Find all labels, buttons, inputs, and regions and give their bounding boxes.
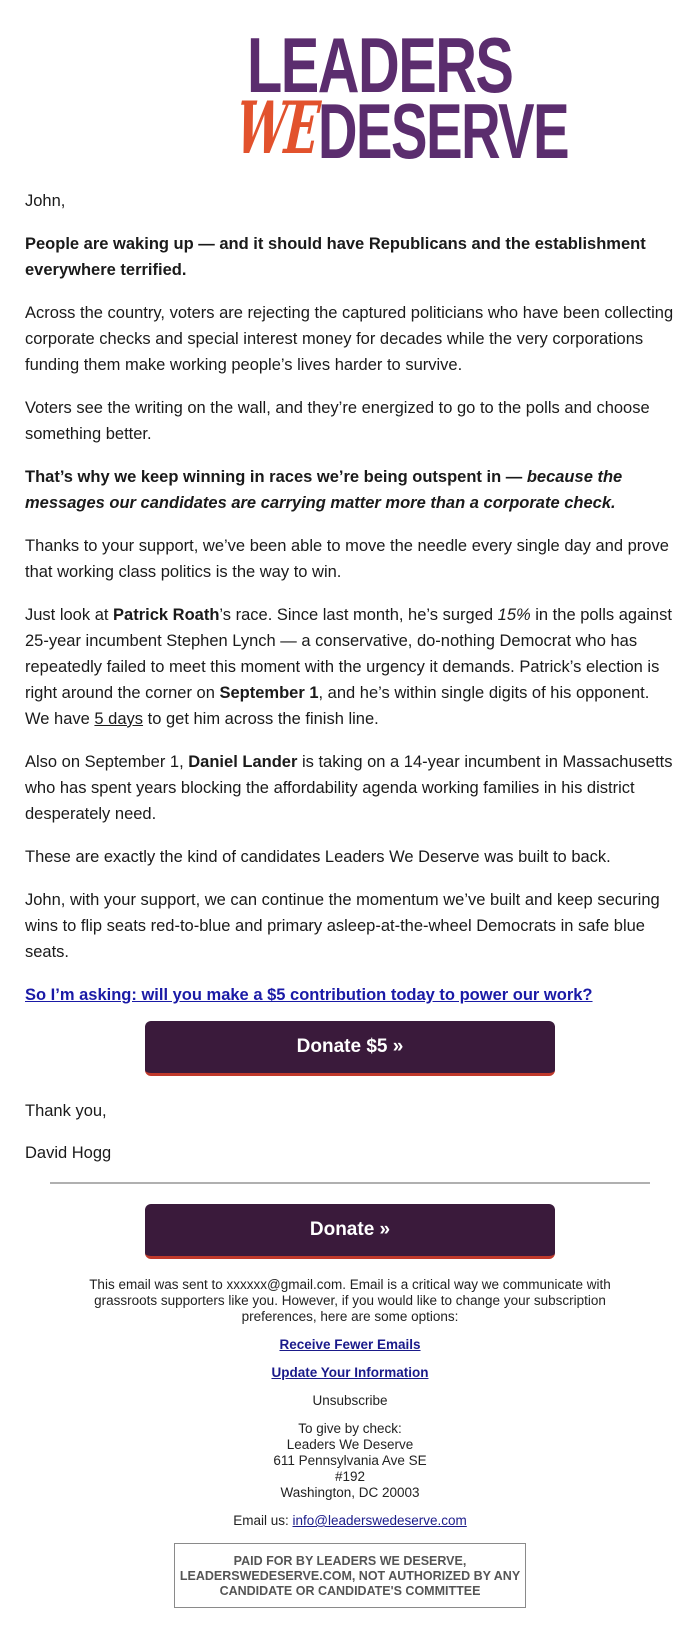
text-span: Just look at — [25, 606, 114, 624]
ask-donate-link[interactable]: So I’m asking: will you make a $5 contribution today to power our work? — [25, 986, 593, 1004]
logo-word-deserve: DESERVE — [318, 87, 569, 175]
check-intro: To give by check: — [298, 1421, 402, 1436]
footer-notice: This email was sent to xxxxxx@gmail.com. Email is a critical way we communicate with grassroots supporters like you. However, if you would like to change your subscription preferences, here are some options: — [89, 1277, 611, 1324]
check-city: Washington, DC 20003 — [280, 1485, 420, 1500]
brand-logo — [0, 0, 700, 175]
email-label: Email us: — [233, 1513, 293, 1528]
check-street: 611 Pennsylvania Ave SE — [273, 1453, 427, 1468]
logo-word-leaders: LEADERS — [247, 21, 513, 109]
logo-word-we: WE — [233, 85, 322, 170]
check-suite: #192 — [334, 1469, 366, 1484]
footer — [0, 1277, 700, 1529]
check-address — [60, 1421, 640, 1501]
footer-fewer-emails-row — [60, 1337, 640, 1353]
thanks-text: Thank you, — [25, 1102, 107, 1120]
candidate-name: Daniel Lander — [188, 753, 298, 771]
paragraph-6 — [25, 602, 675, 732]
footer-email-row — [60, 1513, 640, 1529]
check-org: Leaders We Deserve — [286, 1437, 414, 1452]
text-span: ’s race. Since last month, he’s surged — [219, 606, 498, 624]
signature: David Hogg — [25, 1144, 112, 1162]
paragraph-4 — [25, 464, 675, 516]
paragraph-8: These are exactly the kind of candidates Leaders We Deserve was built to back. — [25, 848, 611, 866]
divider — [50, 1182, 650, 1184]
update-information-link[interactable]: Update Your Information — [271, 1365, 429, 1380]
paragraph-7 — [25, 749, 675, 827]
text-span: in the polls against 25-year incumbent Stephen Lynch — a conservative, do-nothing Democrat who has repeatedly failed to meet this moment with the urgency it demands. Patrick’s election is right around the corner on — [25, 606, 672, 702]
donate-5-button[interactable]: Donate $5 » — [145, 1021, 555, 1076]
text-span: is taking on a 14-year incumbent in Massachusetts who has spent years blocking the affordability agenda working families in his district desperately need. — [25, 753, 673, 823]
paragraph-9: John, with your support, we can continue the momentum we’ve built and keep securing wins to flip seats red-to-blue and primary asleep-at-the-wheel Democrats in safe blue seats. — [25, 891, 660, 961]
greeting: John, — [25, 192, 66, 210]
text-span: Also on September 1, — [25, 753, 189, 771]
paid-for-disclaimer: PAID FOR BY LEADERS WE DESERVE, LEADERSWEDESERVE.COM, NOT AUTHORIZED BY ANY CANDIDATE OR CANDIDATE'S COMMITTEE — [174, 1543, 526, 1608]
contact-email-link[interactable]: info@leaderswedeserve.com — [292, 1513, 467, 1528]
ask-paragraph — [25, 982, 675, 1008]
unsubscribe-link[interactable]: Unsubscribe — [312, 1393, 388, 1408]
paragraph-5: Thanks to your support, we’ve been able to move the needle every single day and prove that working class politics is the way to win. — [25, 537, 669, 581]
sign-off — [0, 1098, 700, 1166]
election-date: September 1 — [219, 684, 319, 702]
paragraph-1: People are waking up — and it should have Republicans and the establishment everywhere terrified. — [25, 235, 646, 279]
paragraph-4-bold: That’s why we keep winning in races we’re being outspent in — — [25, 468, 527, 486]
paragraph-3: Voters see the writing on the wall, and they’re energized to go to the polls and choose something better. — [25, 399, 650, 443]
text-span: , and he’s within single digits of his opponent. We have — [25, 684, 650, 728]
footer-update-info-row — [60, 1365, 640, 1381]
days-left: 5 days — [94, 710, 144, 728]
donate-button[interactable]: Donate » — [145, 1204, 555, 1259]
poll-percentage: 15% — [497, 606, 531, 624]
paragraph-2: Across the country, voters are rejecting the captured politicians who have been collecting corporate checks and special interest money for decades while the very corporations funding them make working people’s lives harder to survive. — [25, 304, 674, 374]
paragraph-4-italic: because the messages our candidates are carrying matter more than a corporate check. — [25, 468, 623, 512]
candidate-name: Patrick Roath — [113, 606, 220, 624]
email-body — [0, 188, 700, 1008]
text-span: to get him across the finish line. — [143, 710, 379, 728]
receive-fewer-emails-link[interactable]: Receive Fewer Emails — [279, 1337, 421, 1352]
